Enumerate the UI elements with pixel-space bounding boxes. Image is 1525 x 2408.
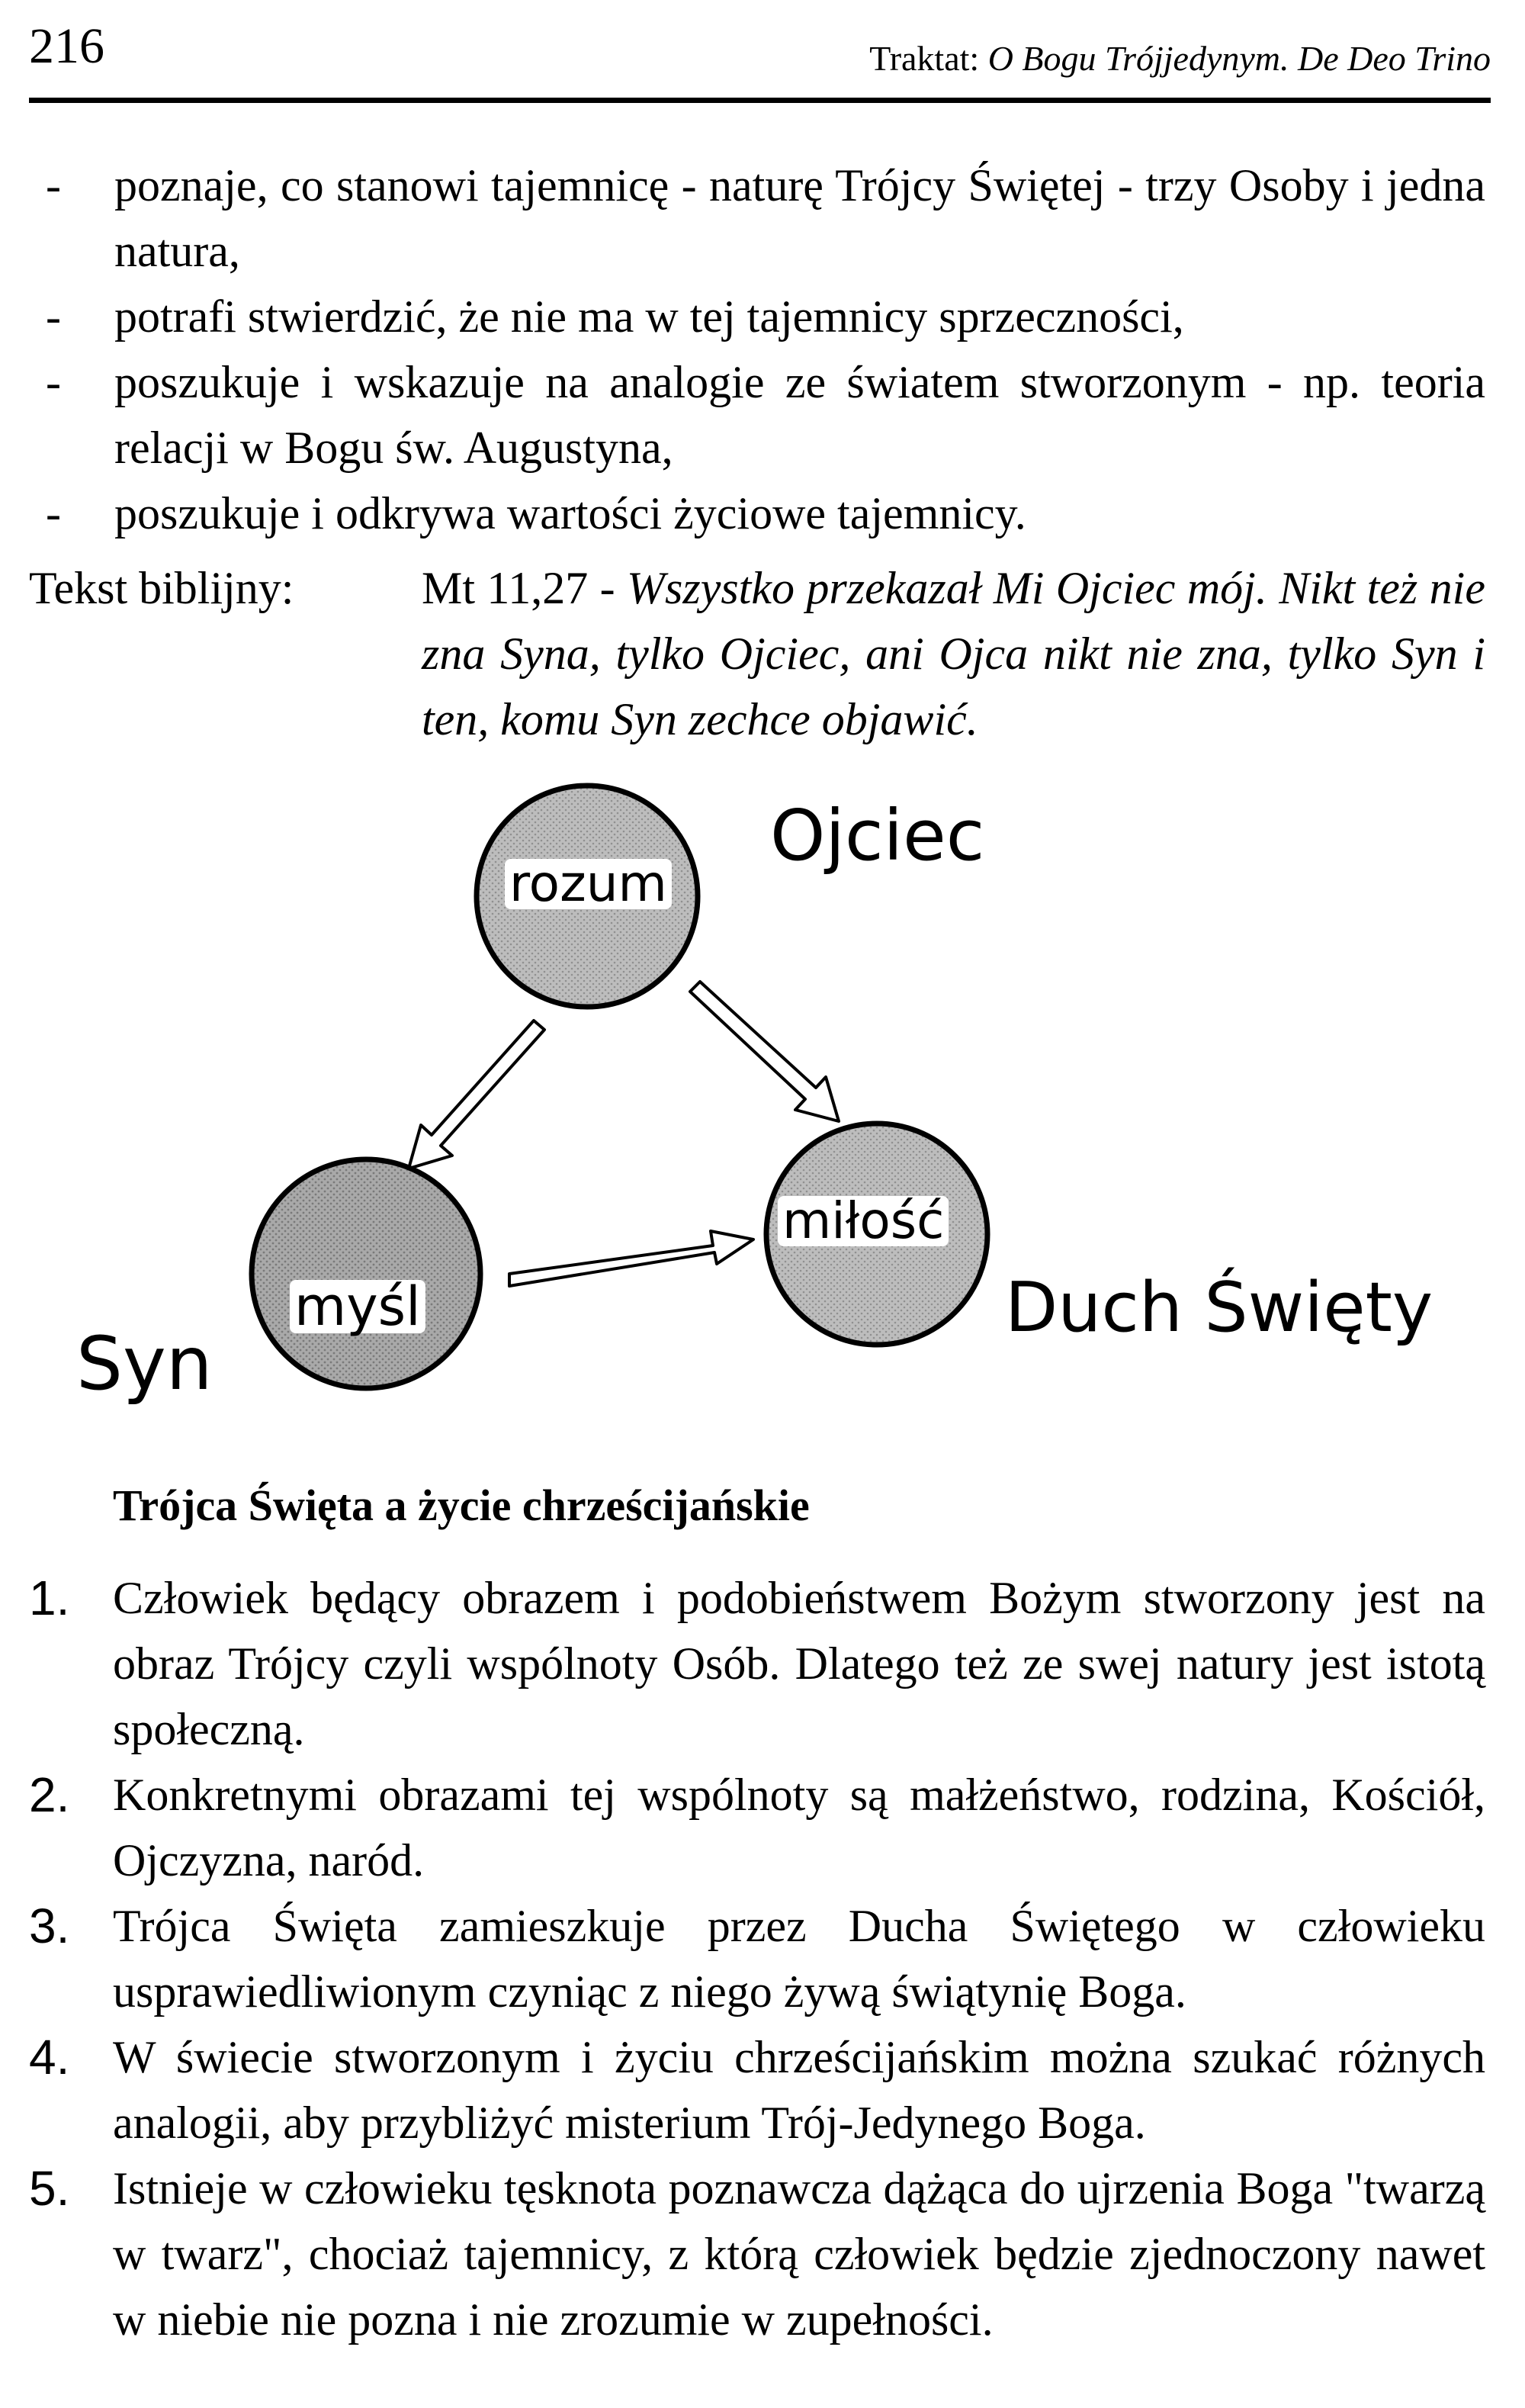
numbered-item	[29, 1565, 1485, 1762]
list-item	[46, 481, 1485, 546]
numbered-item-text: Trójca Święta zamieszkuje przez Ducha Świętego w człowieku usprawiedliwionym czyniąc z niego żywą świątynię Boga.	[113, 1901, 1485, 2017]
father-circle-label: rozum	[505, 859, 672, 909]
bible-label: Tekst biblijny:	[29, 563, 294, 613]
bible-quote-text: Wszystko przekazał Mi Ojciec mój. Nikt też nie zna Syna, tylko Ojciec, ani Ojca nikt nie zna, tylko Syn i ten, komu Syn zechce objawić.	[422, 563, 1485, 744]
numbered-item	[29, 1762, 1485, 1893]
dash-marker: -	[46, 357, 61, 407]
item-number: 5.	[29, 2161, 70, 2216]
son-name: Syn	[76, 1321, 213, 1407]
numbered-item-text: Istnieje w człowieku tęsknota poznawcza dążąca do ujrzenia Boga "twarzą w twarz", chociaż tajemnicy, z którą człowiek będzie zjednoczony nawet w niebie nie pozna i nie zrozumie w zupełności.	[113, 2163, 1485, 2345]
running-head-title: O Bogu Trójjedynym. De Deo Trino	[987, 39, 1491, 78]
list-item-text: potrafi stwierdzić, że nie ma w tej tajemnicy sprzeczności,	[114, 291, 1184, 342]
numbered-item	[29, 1893, 1485, 2024]
section-title: Trójca Święta a życie chrześcijańskie	[113, 1480, 810, 1530]
arrow-son-to-spirit	[509, 1231, 753, 1286]
son-circle	[252, 1159, 480, 1388]
objectives-list	[46, 153, 1485, 546]
item-number: 4.	[29, 2030, 70, 2085]
bible-quote	[422, 555, 1485, 752]
trinity-diagram	[0, 763, 1525, 1464]
dash-marker: -	[46, 488, 61, 539]
page-header	[29, 18, 1491, 103]
spirit-name: Duch Święty	[1005, 1268, 1434, 1348]
numbered-item-text: W świecie stworzonym i życiu chrześcijańskim można szukać różnych analogii, aby przybliżyć misterium Trój-Jedynego Boga.	[113, 2032, 1485, 2148]
item-number: 1.	[29, 1571, 70, 1625]
numbered-list	[29, 1565, 1485, 2352]
numbered-item	[29, 2156, 1485, 2352]
list-item	[46, 349, 1485, 481]
running-head-prefix: Traktat:	[869, 39, 988, 78]
trinity-diagram-svg	[0, 763, 1525, 1464]
son-circle-label: myśl	[290, 1280, 425, 1333]
running-head	[869, 41, 1491, 76]
father-name: Ojciec	[770, 795, 985, 876]
arrow-father-to-spirit	[690, 982, 839, 1121]
list-item	[46, 284, 1485, 349]
arrow-father-to-son	[409, 1021, 544, 1169]
list-item-text: poznaje, co stanowi tajemnicę - naturę Trójcy Świętej - trzy Osoby i jedna natura,	[114, 160, 1485, 276]
list-item	[46, 153, 1485, 284]
page-number: 216	[29, 18, 104, 74]
list-item-text: poszukuje i wskazuje na analogie ze światem stworzonym - np. teoria relacji w Bogu św. Augustyna,	[114, 357, 1485, 473]
numbered-item-text: Konkretnymi obrazami tej wspólnoty są małżeństwo, rodzina, Kościół, Ojczyzna, naród.	[113, 1770, 1485, 1886]
dash-marker: -	[46, 291, 61, 342]
dash-marker: -	[46, 160, 61, 211]
item-number: 3.	[29, 1898, 70, 1953]
list-item-text: poszukuje i odkrywa wartości życiowe tajemnicy.	[114, 488, 1026, 539]
bible-reference: Mt 11,27 -	[422, 563, 628, 613]
numbered-item	[29, 2024, 1485, 2156]
spirit-circle-label: miłość	[778, 1196, 949, 1246]
numbered-item-text: Człowiek będący obrazem i podobieństwem Bożym stworzony jest na obraz Trójcy czyli wspólnoty Osób. Dlatego też ze swej natury jest istotą społeczną.	[113, 1573, 1485, 1754]
item-number: 2.	[29, 1767, 70, 1822]
